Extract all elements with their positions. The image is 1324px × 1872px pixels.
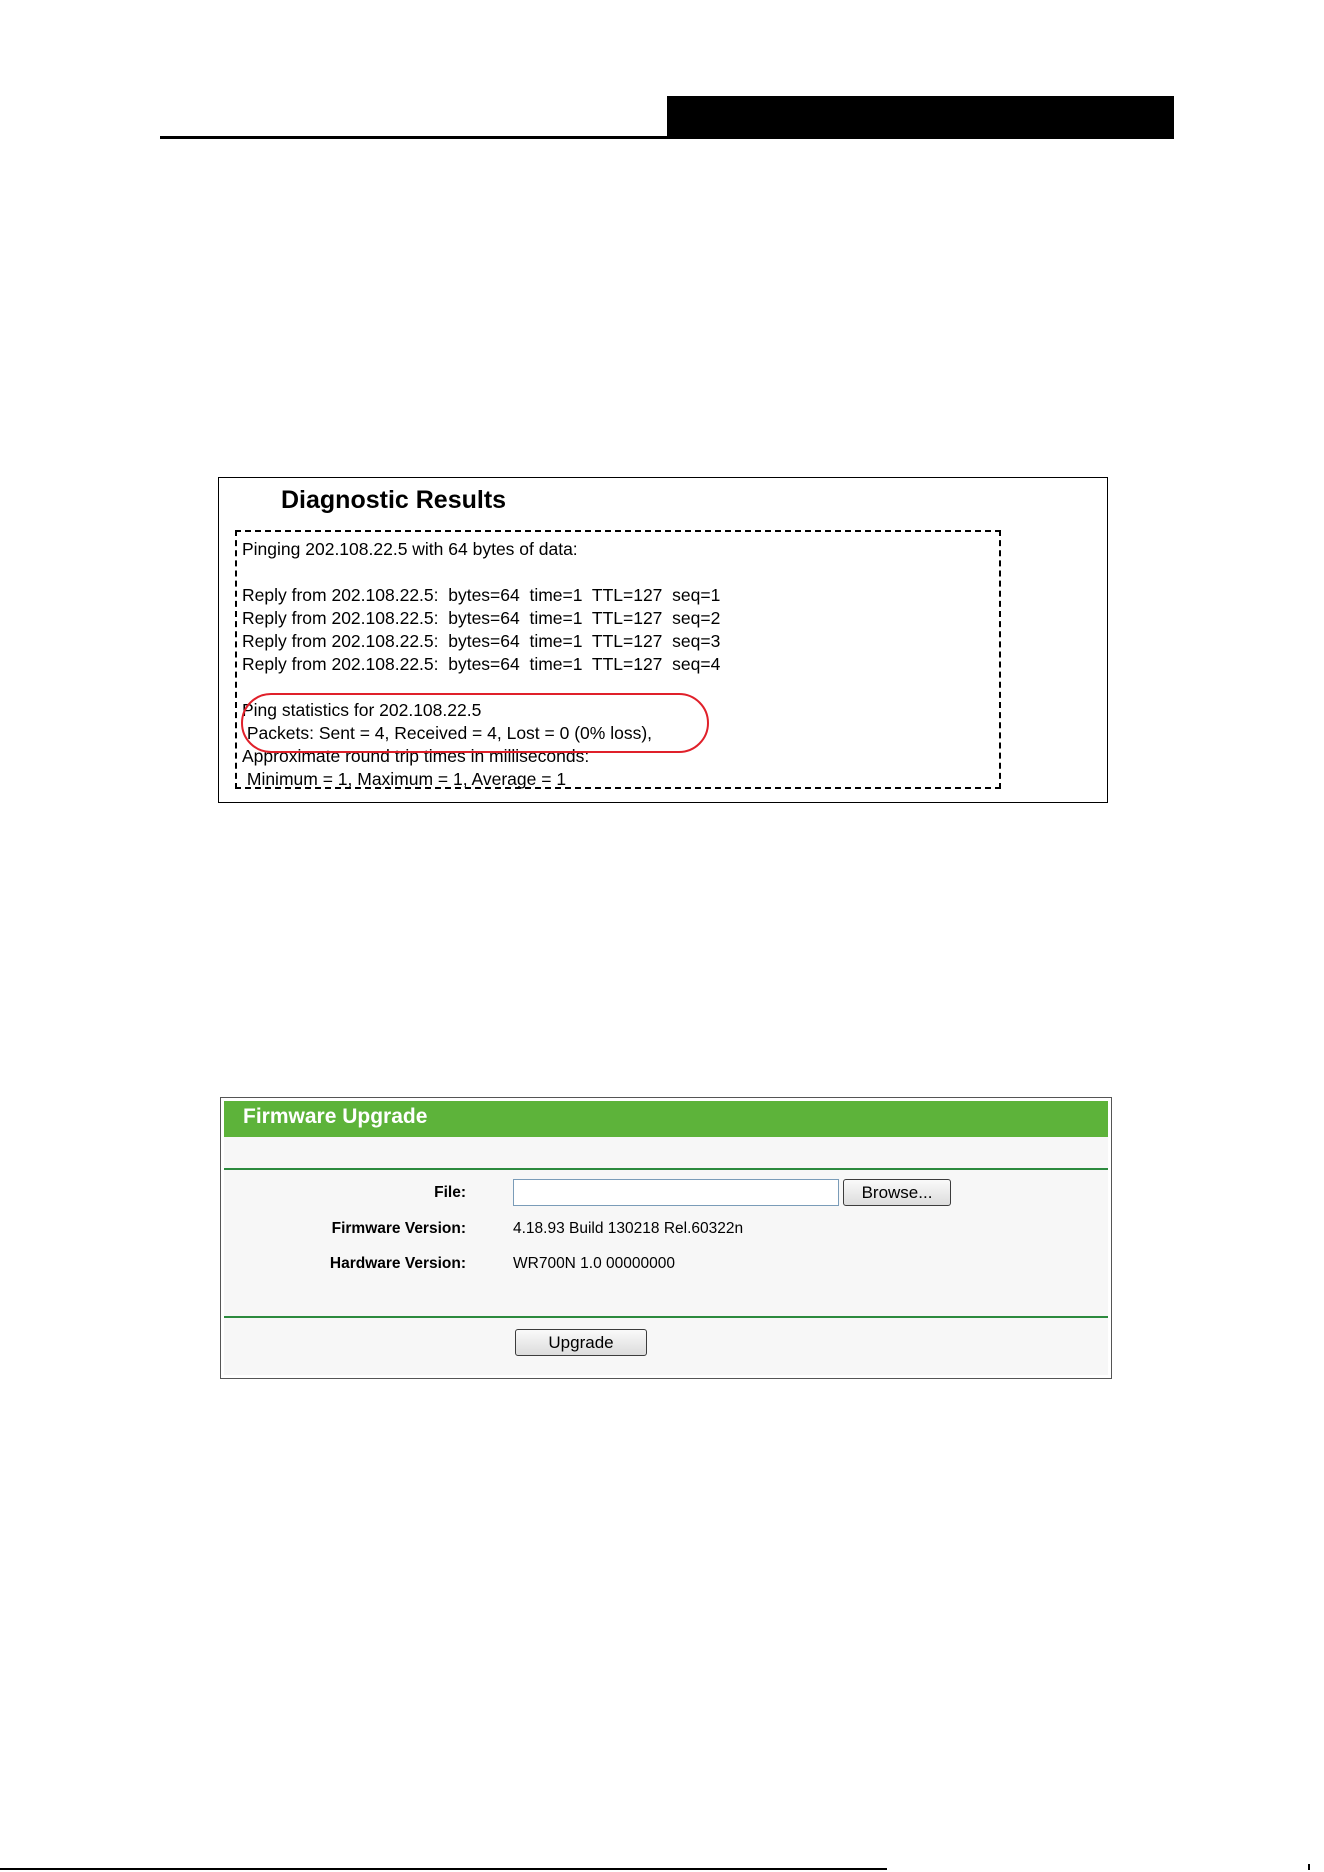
ping-output-line: Reply from 202.108.22.5: bytes=64 time=1 TTL=127 seq=4 <box>242 654 721 674</box>
ping-output <box>235 530 1001 789</box>
ping-output-line: Minimum = 1, Maximum = 1, Average = 1 <box>242 769 567 789</box>
diagnostic-results-title: Diagnostic Results <box>281 486 507 514</box>
diagnostic-results-panel <box>218 477 1108 803</box>
file-label: File: <box>434 1184 466 1201</box>
page-footer-mark <box>1308 1864 1310 1870</box>
firmware-upgrade-panel <box>220 1097 1112 1379</box>
form-divider-top <box>224 1168 1108 1170</box>
page-header-block <box>667 96 1174 139</box>
firmware-version-value: 4.18.93 Build 130218 Rel.60322n <box>513 1220 744 1237</box>
ping-output-line: Reply from 202.108.22.5: bytes=64 time=1 TTL=127 seq=3 <box>242 631 721 651</box>
firmware-upgrade-header <box>224 1101 1108 1137</box>
upgrade-button[interactable]: Upgrade <box>515 1329 647 1356</box>
highlight-oval <box>241 693 709 753</box>
ping-output-line: Pinging 202.108.22.5 with 64 bytes of data: <box>242 539 578 559</box>
firmware-version-label: Firmware Version: <box>331 1220 466 1237</box>
browse-button[interactable]: Browse... <box>843 1179 951 1206</box>
ping-output-line <box>242 561 999 584</box>
page-footer-rule <box>0 1868 887 1870</box>
ping-output-line: Approximate round trip times in milliseconds: <box>242 746 590 766</box>
packets-summary-line: Packets: Sent = 4, Received = 4, Lost = 0 (0% loss), <box>242 723 653 743</box>
firmware-upgrade-title: Firmware Upgrade <box>243 1105 428 1128</box>
page-header-rule <box>160 136 1174 139</box>
file-input[interactable] <box>513 1179 839 1206</box>
hardware-version-label: Hardware Version: <box>329 1255 466 1272</box>
hardware-version-value: WR700N 1.0 00000000 <box>513 1255 676 1272</box>
form-divider-bottom <box>224 1316 1108 1318</box>
ping-output-line: Reply from 202.108.22.5: bytes=64 time=1 TTL=127 seq=1 <box>242 585 721 605</box>
ping-output-line: Reply from 202.108.22.5: bytes=64 time=1 TTL=127 seq=2 <box>242 608 721 628</box>
ping-statistics-line: Ping statistics for 202.108.22.5 <box>242 700 482 720</box>
